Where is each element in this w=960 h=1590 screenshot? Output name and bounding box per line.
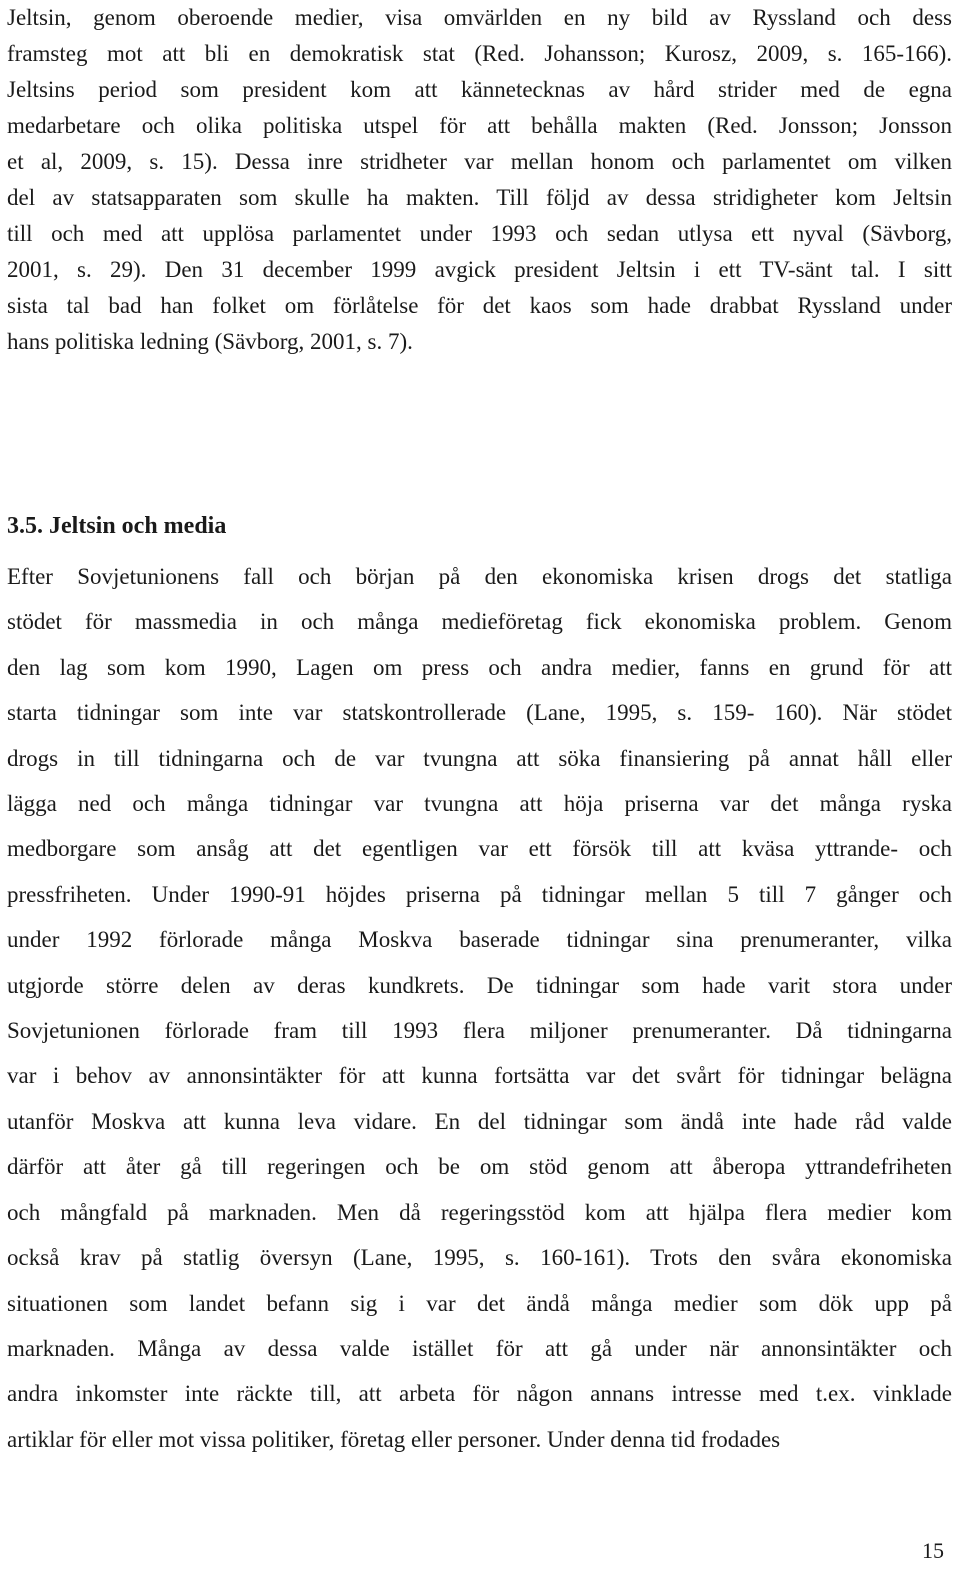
- text-line: lägga ned och många tidningar var tvungna att höja priserna var det många ryska: [7, 791, 952, 817]
- section-heading: 3.5. Jeltsin och media: [7, 513, 227, 539]
- text-line: stödet för massmedia in och många medieföretag fick ekonomiska problem. Genom: [7, 609, 952, 635]
- text-line: pressfriheten. Under 1990-91 höjdes priserna på tidningar mellan 5 till 7 gånger och: [7, 881, 952, 907]
- text-line: hans politiska ledning (Sävborg, 2001, s. 7).: [7, 329, 413, 354]
- text-line: och mångfald på marknaden. Men då regeringsstöd kom att hjälpa flera medier kom: [7, 1199, 952, 1225]
- text-line: utgjorde större delen av deras kundkrets. De tidningar som hade varit stora under: [7, 972, 952, 998]
- text-line: utanför Moskva att kunna leva vidare. En del tidningar som ändå inte hade råd valde: [7, 1108, 952, 1134]
- text-line: till och med att upplösa parlamentet under 1993 och sedan utlysa ett nyval (Sävborg,: [7, 221, 952, 246]
- text-line: et al, 2009, s. 15). Dessa inre stridheter var mellan honom och parlamentet om vilken: [7, 149, 952, 174]
- text-line: medarbetare och olika politiska utspel för att behålla makten (Red. Jonsson; Jonsson: [7, 113, 952, 138]
- paragraph-jeltsin-media: [7, 554, 952, 1462]
- text-line: Sovjetunionen förlorade fram till 1993 flera miljoner prenumeranter. Då tidningarna: [7, 1018, 952, 1044]
- text-line: andra inkomster inte räckte till, att arbeta för någon annans intresse med t.ex. vinklade: [7, 1381, 952, 1407]
- text-line: artiklar för eller mot vissa politiker, företag eller personer. Under denna tid frodades: [7, 1426, 781, 1452]
- text-line: drogs in till tidningarna och de var tvungna att söka finansiering på annat håll eller: [7, 745, 952, 771]
- text-line: situationen som landet befann sig i var det ändå många medier som dök upp på: [7, 1290, 952, 1316]
- text-line: också krav på statlig översyn (Lane, 1995, s. 160-161). Trots den svåra ekonomiska: [7, 1245, 952, 1271]
- text-line: medborgare som ansåg att det egentligen var ett försök till att kväsa yttrande- och: [7, 836, 952, 862]
- text-line: marknaden. Många av dessa valde istället för att gå under när annonsintäkter och: [7, 1335, 952, 1361]
- text-line: del av statsapparaten som skulle ha makten. Till följd av dessa stridigheter kom Jeltsin: [7, 185, 952, 210]
- text-line: därför att åter gå till regeringen och be om stöd genom att åberopa yttrandefriheten: [7, 1154, 952, 1180]
- text-line: framsteg mot att bli en demokratisk stat (Red. Johansson; Kurosz, 2009, s. 165-166).: [7, 41, 952, 66]
- text-line: sista tal bad han folket om förlåtelse för det kaos som hade drabbat Ryssland under: [7, 293, 952, 318]
- paragraph-jeltsin-period: [7, 0, 952, 360]
- text-line: 2001, s. 29). Den 31 december 1999 avgick president Jeltsin i ett TV-sänt tal. I sitt: [7, 257, 952, 282]
- text-line: var i behov av annonsintäkter för att kunna fortsätta var det svårt för tidningar belägna: [7, 1063, 952, 1089]
- text-line: den lag som kom 1990, Lagen om press och andra medier, fanns en grund för att: [7, 654, 952, 680]
- page-number: 15: [922, 1538, 944, 1563]
- text-line: Efter Sovjetunionens fall och början på den ekonomiska krisen drogs det statliga: [7, 564, 952, 589]
- text-line: Jeltsins period som president kom att kännetecknas av hård strider med de egna: [7, 77, 952, 102]
- text-line: Jeltsin, genom oberoende medier, visa omvärlden en ny bild av Ryssland och dess: [7, 5, 952, 30]
- text-line: starta tidningar som inte var statskontrollerade (Lane, 1995, s. 159- 160). När stödet: [7, 700, 952, 726]
- text-line: under 1992 förlorade många Moskva baserade tidningar sina prenumeranter, vilka: [7, 927, 952, 953]
